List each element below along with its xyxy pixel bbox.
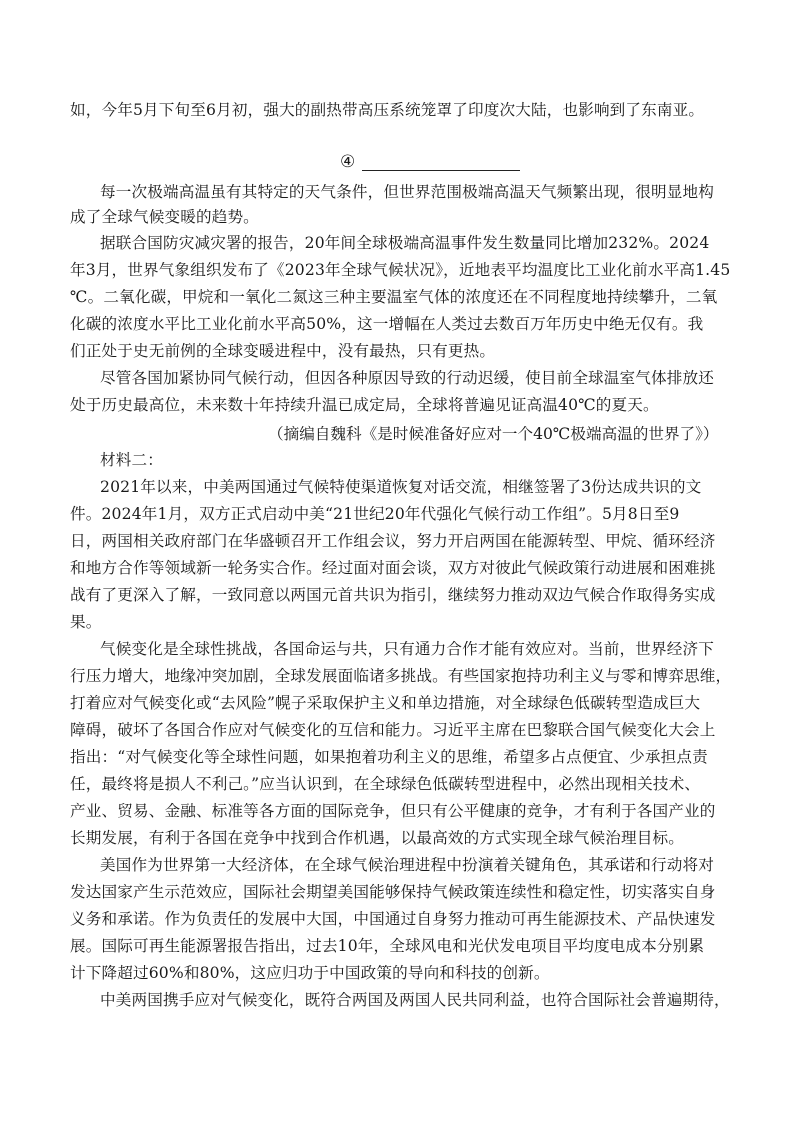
- text-line: 果。: [70, 613, 102, 631]
- answer-blank-line: [362, 170, 520, 171]
- text-line: 展。国际可再生能源署报告指出，过去10年，全球风电和光伏发电项目平均度电成本分别累: [70, 937, 705, 955]
- text-line: 2021年以来，中美两国通过气候特使渠道恢复对话交流，相继签署了3份达成共识的文: [100, 478, 702, 496]
- text-line: 件。2024年1月，双方正式启动中美“21世纪20年代强化气候行动工作组”。5月8日至9: [70, 505, 680, 523]
- source-citation: （摘编自魏科《是时候准备好应对一个40℃极端高温的世界了》）: [268, 425, 719, 443]
- text-line: 化碳的浓度水平比工业化前水平高50%，这一增幅在人类过去数百万年历史中绝无仅有。我: [70, 315, 704, 333]
- text-line: 计下降超过60%和80%，这应归功于中国政策的导向和科技的创新。: [70, 964, 550, 982]
- section-number: ④: [340, 152, 356, 172]
- text-line: ℃。二氧化碳，甲烷和一氧化二氮这三种主要温室气体的浓度还在不同程度地持续攀升，二氧: [70, 288, 718, 306]
- text-line: 发达国家产生示范效应，国际社会期望美国能够保持气候政策连续性和稳定性，切实落实自身: [70, 883, 716, 901]
- text-line: 如，今年5月下旬至6月初，强大的副热带高压系统笼罩了印度次大陆，也影响到了东南亚。: [70, 101, 705, 119]
- text-line: 日，两国相关政府部门在华盛顿召开工作组会议，努力开启两国在能源转型、甲烷、循环经济: [70, 532, 716, 550]
- text-line: 们正处于史无前例的全球变暖进程中，没有最热，只有更热。: [70, 342, 496, 360]
- text-line: 障碍，破坏了各国合作应对气候变化的互信和能力。习近平主席在巴黎联合国气候变化大会上: [70, 721, 716, 739]
- text-line: 产业、贸易、金融、标准等各方面的国际竞争，但只有公平健康的竞争，才有利于各国产业的: [70, 802, 716, 820]
- text-line: 行压力增大，地缘冲突加剧，全球发展面临诸多挑战。有些国家抱持功利主义与零和博弈思维，: [70, 667, 732, 685]
- text-line: 任，最终将是损人不利己。”应当认识到，在全球绿色低碳转型进程中，必然出现相关技术、: [70, 775, 701, 793]
- text-line: 每一次极端高温虽有其特定的天气条件，但世界范围极端高温天气频繁出现，很明显地构: [100, 183, 715, 201]
- text-line: 中美两国携手应对气候变化，既符合两国及两国人民共同利益，也符合国际社会普遍期待，: [100, 991, 730, 1009]
- text-line: 美国作为世界第一大经济体，在全球气候治理进程中扮演着关键角色，其承诺和行动将对: [100, 856, 715, 874]
- text-line: 战有了更深入了解，一致同意以两国元首共识为指引，继续努力推动双边气候合作取得务实成: [70, 586, 716, 604]
- text-line: 指出：“对气候变化等全球性问题，如果抱着功利主义的思维，希望多占点便宜、少承担点责: [70, 748, 708, 766]
- text-line: 长期发展，有利于各国在竞争中找到合作机遇，以最高效的方式实现全球气候治理目标。: [70, 829, 685, 847]
- text-line: 成了全球气候变暖的趋势。: [70, 208, 259, 226]
- text-line: 尽管各国加紧协同气候行动，但因各种原因导致的行动迟缓，使目前全球温室气体排放还: [100, 369, 715, 387]
- text-line: 年3月，世界气象组织发布了《2023年全球气候状况》，近地表平均温度比工业化前水平高1.45: [70, 261, 731, 279]
- text-line: 据联合国防灾减灾署的报告，20年间全球极端高温事件发生数量同比增加232%。2024: [100, 234, 710, 252]
- material-two-label: 材料二：: [100, 451, 163, 469]
- text-line: 义务和承诺。作为负责任的发展中大国，中国通过自身努力推动可再生能源技术、产品快速发: [70, 910, 716, 928]
- section-heading: [340, 150, 530, 174]
- text-line: 和地方合作等领域新一轮务实合作。经过面对面会谈，双方对彼此气候政策行动进展和困难挑: [70, 559, 716, 577]
- text-line: 处于历史最高位，未来数十年持续升温已成定局，全球将普遍见证高温40℃的夏天。: [70, 396, 659, 414]
- text-line: 打着应对气候变化或“去风险”幌子采取保护主义和单边措施，对全球绿色低碳转型造成巨大: [70, 694, 701, 712]
- text-line: 气候变化是全球性挑战，各国命运与共，只有通力合作才能有效应对。当前，世界经济下: [100, 640, 715, 658]
